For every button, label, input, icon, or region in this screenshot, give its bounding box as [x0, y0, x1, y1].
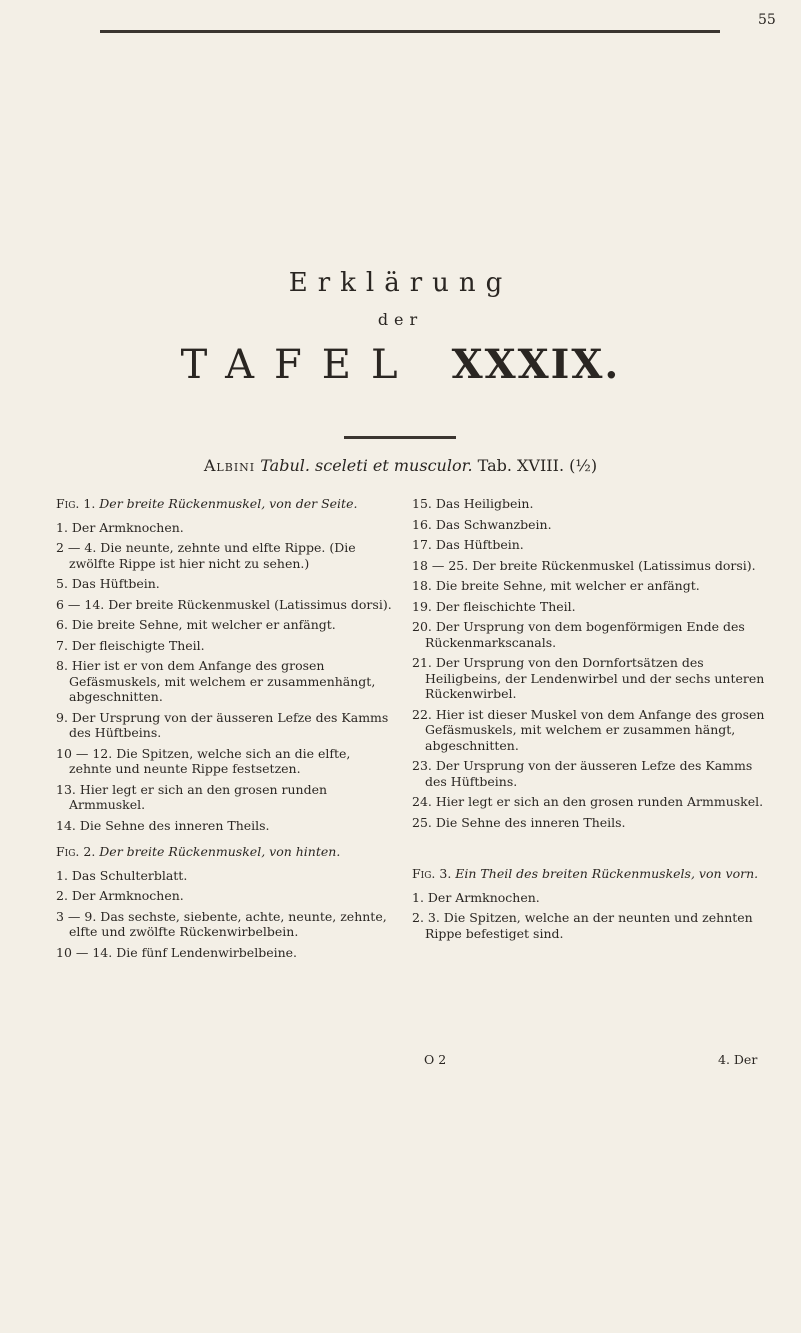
- fig2-item: 1. Das Schulterblatt.: [56, 867, 188, 883]
- fig3-label: Fig. 3.: [412, 866, 452, 881]
- fig1-right-column: [412, 496, 767, 835]
- fig1-item: 2 — 4. Die neunte, zehnte und elfte Rippe. (Die zwölfte Rippe ist hier nicht zu sehen.): [56, 540, 356, 571]
- fig3-caption: Ein Theil des breiten Rückenmuskels, von vorn.: [455, 866, 759, 881]
- fig1-item: 20. Der Ursprung von dem bogenförmigen Ende des Rückenmarkscanals.: [412, 619, 745, 650]
- title-line-1: Erklärung: [288, 268, 513, 298]
- fig1-item: 15. Das Heiligbein.: [412, 496, 534, 511]
- fig1-caption: Der breite Rückenmuskel, von der Seite.: [99, 496, 358, 511]
- fig3-item: 1. Der Armknochen.: [412, 889, 540, 905]
- fig1-item: 9. Der Ursprung von der äusseren Lefze des Kamms des Hüftbeins.: [56, 709, 389, 740]
- fig1-item: 24. Hier legt er sich an den grosen runden Armmuskel.: [412, 794, 764, 809]
- fig3-item: 2. 3. Die Spitzen, welche an der neunten und zehnten Rippe befestiget sind.: [412, 910, 753, 941]
- fig1-item: 16. Das Schwanzbein.: [412, 516, 552, 532]
- source-plate: Tab. XVIII. (½): [477, 456, 598, 475]
- header-rule: [100, 30, 720, 33]
- fig3-heading: [412, 866, 767, 882]
- title-rule: [344, 436, 456, 439]
- fig3-section: [412, 866, 767, 946]
- source-reference: [0, 456, 801, 475]
- title-word-number: XXXIX.: [451, 341, 621, 388]
- fig1-item: 18 — 25. Der breite Rückenmuskel (Latissimus dorsi).: [412, 557, 756, 573]
- fig1-item: 6 — 14. Der breite Rückenmuskel (Latissimus dorsi).: [56, 596, 392, 612]
- fig2-section: [56, 844, 396, 965]
- fig1-left-column: [56, 496, 396, 838]
- fig1-item: 21. Der Ursprung von den Dornfortsätzen des Heiligbeins, der Lendenwirbel und der sechs unteren Rückenwirbel.: [412, 655, 765, 701]
- fig1-heading: [56, 496, 396, 512]
- fig1-item: 13. Hier legt er sich an den grosen runden Armmuskel.: [56, 781, 328, 812]
- fig1-item: 17. Das Hüftbein.: [412, 537, 524, 552]
- fig1-item: 18. Die breite Sehne, mit welcher er anfängt.: [412, 578, 700, 593]
- fig1-item: 5. Das Hüftbein.: [56, 576, 160, 591]
- title-line-3: [0, 341, 801, 388]
- title-line-2: der: [377, 310, 424, 329]
- fig1-item: 10 — 12. Die Spitzen, welche sich an die elfte, zehnte und neunte Rippe festsetzen.: [56, 745, 351, 776]
- fig2-label: Fig. 2.: [56, 844, 96, 859]
- signature-mark: O 2: [424, 1052, 447, 1067]
- fig1-item: 19. Der fleischichte Theil.: [412, 598, 576, 614]
- title-word-tafel: TAFEL: [180, 342, 418, 388]
- fig2-heading: [56, 844, 396, 860]
- source-work: Tabul. sceleti et musculor.: [260, 456, 473, 475]
- fig1-item: 25. Die Sehne des inneren Theils.: [412, 814, 626, 830]
- fig1-item: 14. Die Sehne des inneren Theils.: [56, 817, 270, 833]
- catchword: 4. Der: [718, 1052, 758, 1067]
- fig1-item: 7. Der fleischigte Theil.: [56, 637, 205, 653]
- fig2-caption: Der breite Rückenmuskel, von hinten.: [99, 844, 341, 859]
- fig1-label: Fig. 1.: [56, 496, 96, 511]
- fig2-item: 10 — 14. Die fünf Lendenwirbelbeine.: [56, 944, 298, 960]
- fig1-item: 6. Die breite Sehne, mit welcher er anfängt.: [56, 617, 336, 632]
- page-number: 55: [758, 12, 776, 28]
- fig1-item: 8. Hier ist er von dem Anfange des grosen Gefäsmuskels, mit welchem er zusammenhängt, abgeschnitten.: [56, 658, 376, 704]
- fig2-item: 3 — 9. Das sechste, siebente, achte, neunte, zehnte, elfte und zwölfte Rückenwirbelbein.: [56, 908, 387, 939]
- source-author: Albini: [203, 456, 256, 475]
- fig2-item: 2. Der Armknochen.: [56, 888, 184, 903]
- fig1-item: 1. Der Armknochen.: [56, 519, 184, 535]
- fig1-item: 23. Der Ursprung von der äusseren Lefze des Kamms des Hüftbeins.: [412, 758, 753, 789]
- fig1-item: 22. Hier ist dieser Muskel von dem Anfange des grosen Gefäsmuskels, mit welchem er zusammen hängt, abgeschnitten.: [412, 706, 765, 753]
